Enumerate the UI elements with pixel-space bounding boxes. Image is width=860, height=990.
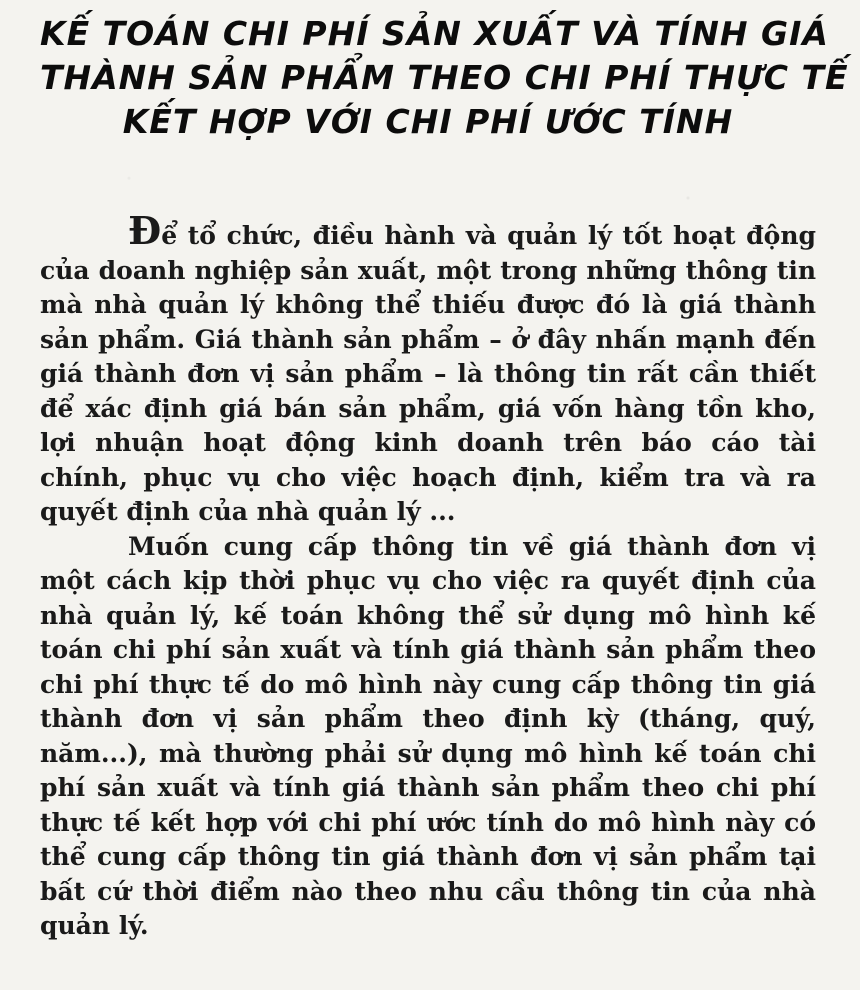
title-line-2: THÀNH SẢN PHẨM THEO CHI PHÍ THỰC TẾ: [40, 58, 849, 97]
document-title: [40, 12, 849, 144]
paragraph-2: Muốn cung cấp thông tin về giá thành đơn vị một cách kịp thời phục vụ cho việc ra quyết định của nhà quản lý, kế toán không thể sử dụng mô hình kế toán chi phí sản xuất và tính giá thành sản phẩm theo chi phí thực tế do mô hình này cung cấp thông tin giá thành đơn vị sản phẩm theo định kỳ (tháng, quý, năm...), mà thường phải sử dụng mô hình kế toán chi phí sản xuất và tính giá thành sản phẩm theo chi phí thực tế kết hợp với chi phí ước tính do mô hình này có thể cung cấp thông tin giá thành đơn vị sản phẩm tại bất cứ thời điểm nào theo nhu cầu thông tin của nhà quản lý.: [40, 531, 816, 940]
paragraph-1-text: ể tổ chức, điều hành và quản lý tốt hoạt động của doanh nghiệp sản xuất, một trong những thông tin mà nhà quản lý không thể thiếu được đó là giá thành sản phẩm. Giá thành sản phẩm – ở đây nhấn mạnh đến giá thành đơn vị sản phẩm – là thông tin rất cần thiết để xác định giá bán sản phẩm, giá vốn hàng tồn kho, lợi nhuận hoạt động kinh doanh trên báo cáo tài chính, phục vụ cho việc hoạch định, kiểm tra và ra quyết định của nhà quản lý ...: [40, 221, 816, 526]
document-body: [40, 208, 816, 944]
drop-cap: Đ: [128, 208, 162, 253]
title-line-1: KẾ TOÁN CHI PHÍ SẢN XUẤT VÀ TÍNH GIÁ: [40, 14, 829, 53]
title-line-3: KẾT HỢP VỚI CHI PHÍ ƯỚC TÍNH: [122, 102, 734, 141]
paragraph-1: [40, 208, 816, 530]
